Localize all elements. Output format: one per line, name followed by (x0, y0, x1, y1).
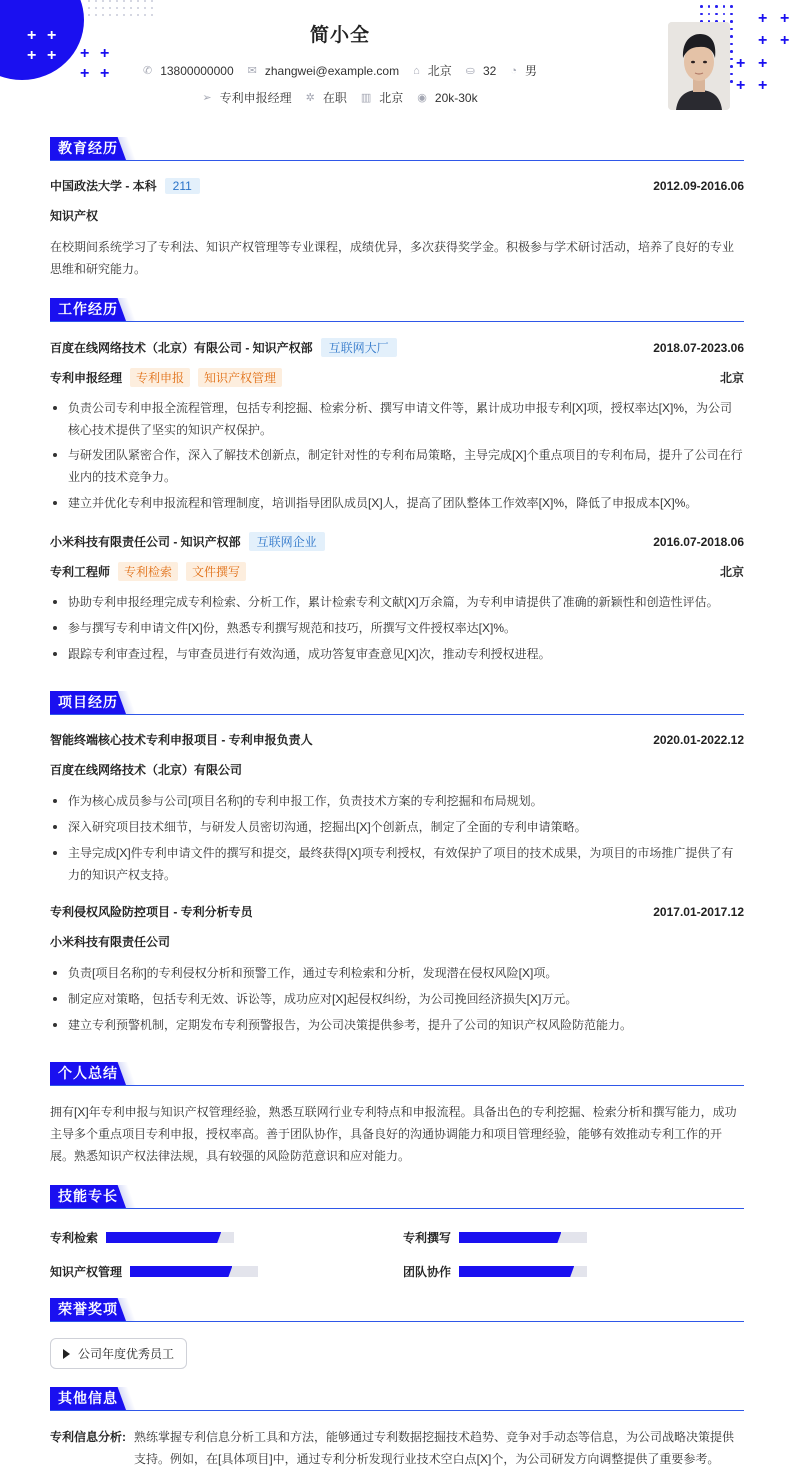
phone-icon: ✆ (142, 65, 153, 77)
job-period: 2016.07-2018.06 (653, 534, 744, 549)
job-position-row (50, 562, 744, 581)
target-role-value: 专利申报经理 (219, 91, 292, 105)
project-bullet: 主导完成[X]件专利申请文件的撰写和提交，最终获得[X]项专利授权，有效保护了项目的技术成果，为项目的市场推广提供了有力的知识产权支持。 (50, 842, 744, 886)
project-bullet: 深入研究项目技术细节，与研发人员密切沟通，挖掘出[X]个创新点，制定了全面的专利申请策略。 (50, 816, 744, 838)
profile-photo-illustration (668, 22, 730, 110)
job-bullet: 建立并优化专利申报流程和管理制度，培训指导团队成员[X]人，提高了团队整体工作效率[X]%，降低了申报成本[X]%。 (50, 492, 744, 514)
section-title: 教育经历 (50, 137, 126, 160)
section-header (50, 137, 744, 161)
job-bullet: 负责公司专利申报全流程管理，包括专利挖掘、检索分析、撰写申请文件等，累计成功申报专利[X]项，授权率达[X]%，为公司核心技术提供了坚实的知识产权保护。 (50, 397, 744, 441)
play-triangle-icon (63, 1349, 70, 1359)
plus-decoration-icon: + (758, 10, 768, 27)
gender-item (510, 62, 537, 79)
award-name: 公司年度优秀员工 (78, 1347, 175, 1361)
honors-section (50, 1298, 744, 1361)
age-item (466, 64, 497, 78)
project-bullet: 制定应对策略，包括专利无效、诉讼等，成功应对[X]起侵权纠纷，为公司挽回经济损失[X]万元。 (50, 988, 744, 1010)
job-header-row (50, 338, 744, 357)
target-city-value: 北京 (379, 91, 404, 105)
project-name: 智能终端核心技术专利申报项目 - 专利申报负责人 (50, 733, 313, 747)
job-header-row (50, 532, 744, 551)
age-value: 32 (482, 63, 497, 78)
profile-photo (668, 22, 730, 110)
project-bullet: 负责[项目名称]的专利侵权分析和预警工作，通过专利检索和分析，发现潜在侵权风险[X]项。 (50, 962, 744, 984)
project-period: 2020.01-2022.12 (653, 732, 744, 747)
school-tag: 211 (165, 178, 200, 194)
section-header (50, 691, 744, 715)
section-title: 其他信息 (50, 1387, 126, 1410)
phone-value: 13800000000 (160, 63, 234, 78)
job-city: 北京 (719, 565, 744, 579)
candidate-name: 简小全 (309, 25, 370, 46)
skills-section (50, 1185, 744, 1279)
job-bullet: 跟踪专利审查过程，与审查员进行有效沟通，成功答复审查意见[X]次，推动专利授权进程。 (50, 643, 744, 665)
project-company-row (50, 761, 744, 778)
skill-name: 专利检索 (50, 1231, 99, 1245)
age-icon: ⛀ (465, 65, 475, 77)
skill-item (403, 1263, 587, 1280)
phone-item (143, 64, 234, 78)
status-icon: ✲ (305, 92, 315, 104)
other-label: 专利信息分析: (50, 1430, 126, 1444)
skill-tag: 专利申报 (130, 368, 190, 387)
section-header (50, 1298, 744, 1322)
plus-decoration-icon: + (100, 45, 110, 62)
company-tag: 互联网企业 (249, 532, 325, 551)
skill-item (50, 1229, 234, 1246)
job-city: 北京 (719, 371, 744, 385)
section-header (50, 298, 744, 322)
plus-decoration-icon: + (758, 32, 768, 49)
plus-decoration-icon: + (758, 55, 768, 72)
location-value: 北京 (427, 64, 452, 78)
section-header (50, 1062, 744, 1086)
skill-bar-fill (459, 1266, 574, 1277)
job-bullet: 与研发团队紧密合作，深入了解技术创新点，制定针对性的专利布局策略，主导完成[X]个重点项目的专利布局，提升了公司在行业内的技术竞争力。 (50, 444, 744, 488)
plus-decoration-icon: + (736, 77, 746, 94)
job-position: 专利申报经理 (50, 371, 123, 385)
project-company: 百度在线网络技术（北京）有限公司 (50, 763, 243, 777)
section-title: 荣誉奖项 (50, 1298, 126, 1321)
location-item (413, 62, 452, 79)
education-row (50, 177, 744, 194)
plus-decoration-icon: + (27, 47, 37, 64)
job-position: 专利工程师 (50, 565, 111, 579)
building-icon: ▥ (360, 92, 372, 104)
school-name: 中国政法大学 - 本科 (50, 179, 157, 193)
project-header-row (50, 731, 744, 748)
skill-bar-fill (106, 1232, 221, 1243)
summary-text: 拥有[X]年专利申报与知识产权管理经验，熟悉互联网行业专利特点和申报流程。具备出色的专利挖掘、检索分析和撰写能力，成功主导多个重点项目专利申报，授权率高。善于团队协作，具备良好的沟通协调能力和项目管理经验，能够有效推动专利工作的开展。熟悉知识产权法律法规，具有较强的风险防范意识和应对能力。 (50, 1105, 737, 1163)
project-company: 小米科技有限责任公司 (50, 935, 171, 949)
plus-decoration-icon: + (100, 65, 110, 82)
plus-decoration-icon: + (780, 10, 790, 27)
skill-name: 团队协作 (403, 1265, 452, 1279)
work-section (50, 298, 744, 661)
project-name: 专利侵权风险防控项目 - 专利分析专员 (50, 905, 253, 919)
project-company-row (50, 933, 744, 950)
gender-icon: ◔ (510, 64, 517, 77)
email-value: zhangwei@example.com (264, 63, 400, 78)
job-position-row (50, 368, 744, 387)
job-bullet: 参与撰写专利申请文件[X]份，熟悉专利撰写规范和技巧，所撰写文件授权率达[X]%。 (50, 617, 744, 639)
plus-decoration-icon: + (47, 47, 57, 64)
section-title: 项目经历 (50, 691, 126, 714)
project-bullet: 作为核心成员参与公司[项目名称]的专利申报工作，负责技术方案的专利挖掘和布局规划。 (50, 790, 744, 812)
section-title: 个人总结 (50, 1062, 126, 1085)
skill-item (403, 1229, 587, 1246)
skill-item (50, 1263, 258, 1280)
skill-tag: 知识产权管理 (198, 368, 282, 387)
contact-info-row (0, 62, 680, 79)
plus-decoration-icon: + (27, 27, 37, 44)
email-item (248, 64, 399, 78)
project-period: 2017.01-2017.12 (653, 904, 744, 919)
project-bullet: 建立专利预警机制，定期发布专利预警报告，为公司决策提供参考，提升了公司的知识产权风险防范能力。 (50, 1014, 744, 1036)
company-name: 小米科技有限责任公司 - 知识产权部 (50, 535, 241, 549)
job-intent-row (0, 89, 680, 106)
status-value: 在职 (322, 91, 347, 105)
send-icon: ➢ (202, 92, 212, 104)
company-tag: 互联网大厂 (321, 338, 397, 357)
home-icon: ⌂ (413, 64, 420, 77)
section-header (50, 1387, 744, 1411)
dot-grid-decoration (88, 0, 153, 16)
section-title: 工作经历 (50, 298, 126, 321)
award-chip (50, 1338, 187, 1369)
skill-bar-fill (459, 1232, 561, 1243)
salary-item (417, 91, 477, 105)
job-period: 2018.07-2023.06 (653, 340, 744, 355)
section-title: 技能专长 (50, 1185, 126, 1208)
company-name: 百度在线网络技术（北京）有限公司 - 知识产权部 (50, 341, 313, 355)
plus-decoration-icon: + (736, 55, 746, 72)
mail-icon: ✉ (247, 65, 257, 77)
other-section (50, 1387, 744, 1466)
project-header-row (50, 903, 744, 920)
major-name: 知识产权 (50, 209, 99, 223)
plus-decoration-icon: + (80, 65, 90, 82)
education-period: 2012.09-2016.06 (653, 178, 744, 193)
summary-section (50, 1062, 744, 1163)
skill-tag: 专利检索 (118, 562, 178, 581)
gender-value: 男 (525, 64, 538, 78)
salary-icon: ◉ (417, 92, 427, 104)
plus-decoration-icon: + (780, 32, 790, 49)
plus-decoration-icon: + (80, 45, 90, 62)
education-description: 在校期间系统学习了专利法、知识产权管理等专业课程，成绩优异，多次获得奖学金。积极参与学术研讨活动，培养了良好的专业思维和研究能力。 (50, 240, 735, 276)
skill-name: 专利撰写 (403, 1231, 452, 1245)
plus-decoration-icon: + (47, 27, 57, 44)
status-item (306, 89, 347, 106)
job-bullet: 协助专利申报经理完成专利检索、分析工作，累计检索专利文献[X]万余篇，为专利申请提供了准确的新颖性和创造性评估。 (50, 591, 744, 613)
plus-decoration-icon: + (758, 77, 768, 94)
skill-bar-fill (130, 1266, 232, 1277)
skill-name: 知识产权管理 (50, 1265, 123, 1279)
project-section (50, 691, 744, 1032)
other-text: 熟练掌握专利信息分析工具和方法，能够通过专利数据挖掘技术趋势、竞争对手动态等信息，为公司战略决策提供支持。例如，在[具体项目]中，通过专利分析发现行业技术空白点[X]个，为公司研发方向调整提供了重要参考。 (134, 1430, 735, 1466)
skill-bar (459, 1232, 587, 1243)
skill-bar (459, 1266, 587, 1277)
skill-bar (106, 1232, 234, 1243)
target-role-item (202, 89, 291, 106)
skill-bar (130, 1266, 258, 1277)
salary-value: 20k-30k (434, 90, 478, 105)
target-city-item (361, 89, 403, 106)
section-header (50, 1185, 744, 1209)
major-row (50, 207, 744, 224)
education-section (50, 137, 744, 276)
skill-tag: 文件撰写 (186, 562, 246, 581)
